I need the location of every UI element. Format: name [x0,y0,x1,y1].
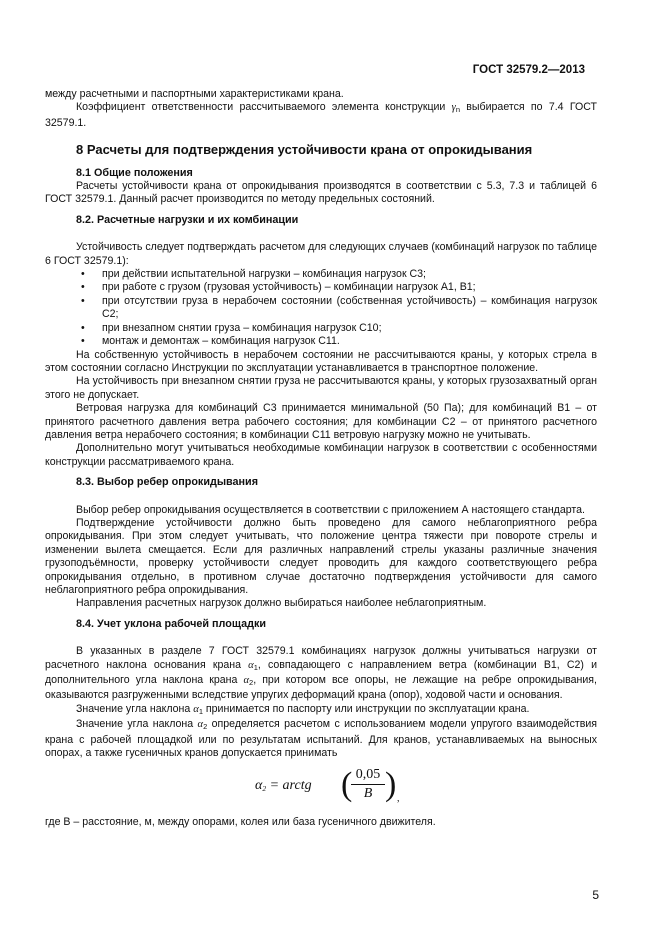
section-8-3-paragraph: Выбор ребер опрокидывания осуществляется в соответствии с приложением А настоящего стандарта. [76,503,585,516]
formula-lhs: $\alpha_2$ = arctg [255,778,312,794]
formula-where: где B – расстояние, м, между опорами, колея или база гусеничного движителя. [45,816,436,829]
section-8-2-paragraph: На собственную устойчивость в нерабочем состоянии не рассчитываются краны, у которых стрела в этом состоянии согласно Инструкции по эксплуатации устанавливается в транспортное положение. [45,348,597,374]
section-8-2-title: 8.2. Расчетные нагрузки и их комбинации [76,213,299,226]
bullet-item: • при работе с грузом (грузовая устойчивость) – комбинации нагрузок A1, B1; [81,281,476,294]
section-8-4-title: 8.4. Учет уклона рабочей площадки [76,617,266,630]
section-8-4-paragraph: Значение угла наклона $\alpha_2$ определяется расчетом с использованием модели упругого взаимодействия крана с рабочей площадкой или по результатам испытаний. Для кранов, устанавливаемых на выносных опорах, а также гусеничных кранов допускается принимать [45,718,597,760]
formula-alpha2: $\alpha_2$ = arctg ( $\frac{0,05}{B}$ ) , [255,766,400,805]
standard-header: ГОСТ 32579.2—2013 [472,64,585,76]
document-body [45,88,597,830]
intro-line: между расчетными и паспортными характеристиками крана. [45,88,344,100]
intro-paragraph: Коэффициент ответственности рассчитываемого элемента конструкции $\gamma_n$ выбирается по 7.4 ГОСТ 32579.1. [45,101,597,129]
formula-right-paren: ) [385,766,397,804]
formula-fraction: $\frac{0,05}{B}$ [351,768,385,800]
bullet-item: • при действии испытательной нагрузки – комбинация нагрузок C3; [81,268,427,281]
section-8-1-title: 8.1 Общие положения [76,166,193,179]
section-8-3-paragraph: Направления расчетных нагрузок должно выбираться наиболее неблагоприятным. [76,597,487,610]
section-8-4-paragraph: Значение угла наклона $\alpha_1$ принимается по паспорту или инструкции по эксплуатации крана. [76,702,530,716]
bullet-item: • при внезапном снятии груза – комбинация нагрузок C10; [81,321,382,334]
section-8-2-lead: Устойчивость следует подтверждать расчетом для следующих случаев (комбинаций нагрузок по таблице 6 ГОСТ 32579.1): [45,241,597,267]
section-8-2-paragraph: На устойчивость при внезапном снятии груза не рассчитываются краны, у которых грузозахватный орган этого не допускает. [45,375,597,401]
section-8-2-paragraph: Ветровая нагрузка для комбинаций C3 принимается минимальной (50 Па); для комбинаций B1 – от принятого расчетного давления ветра рабочего состояния; для комбинации C2 – от принятого расчетного давления ветра нерабочего состояния; в комбинации C11 ветровую нагрузку можно не учитывать. [45,402,597,441]
section-8-3-title: 8.3. Выбор ребер опрокидывания [76,476,258,489]
section-8-title: 8 Расчеты для подтверждения устойчивости крана от опрокидывания [76,142,533,158]
bullet-item: • при отсутствии груза в нерабочем состоянии (собственная устойчивость) – комбинация нагрузок C2; [81,294,597,321]
section-8-3-paragraph: Подтверждение устойчивости должно быть проведено для самого неблагоприятного ребра опрокидывания. При этом следует учитывать, что положение центра тяжести при повороте стрелы и изменении вылета смещается. Если для различных направлений стрелы указаны различные значения грузоподъёмности, проверку устойчивости следует проводить для каждого соответствующего ребра опрокидывания отдельно, в противном случае достаточно подтверждения устойчивости для самого неблагоприятного ребра опрокидывания. [45,516,597,596]
section-8-4-paragraph: В указанных в разделе 7 ГОСТ 32579.1 комбинациях нагрузок должны учитываться нагрузки от расчетного наклона основания крана $\alpha_1$, совпадающего с направлением ветра (комбинации B1, C2) и дополнительного угла наклона крана $\alpha_2$, при котором все опоры, не лежащие на ребре опрокидывания, оказываются разгруженными вследствие упругих деформаций крана (опор), ходовой части и основания. [45,645,597,702]
bullet-item: • монтаж и демонтаж – комбинация нагрузок C11. [81,335,340,348]
section-8-2-paragraph: Дополнительно могут учитываться необходимые комбинации нагрузок в соответствии с особенностями конструкции рассматриваемого крана. [45,442,597,468]
section-8-1-text: Расчеты устойчивости крана от опрокидывания производятся в соответствии с 5.3, 7.3 и таблицей 6 ГОСТ 32579.1. Данный расчет производится по методу предельных состояний. [45,180,597,206]
formula-left-paren: ( [341,766,353,804]
page-number: 5 [592,888,599,902]
